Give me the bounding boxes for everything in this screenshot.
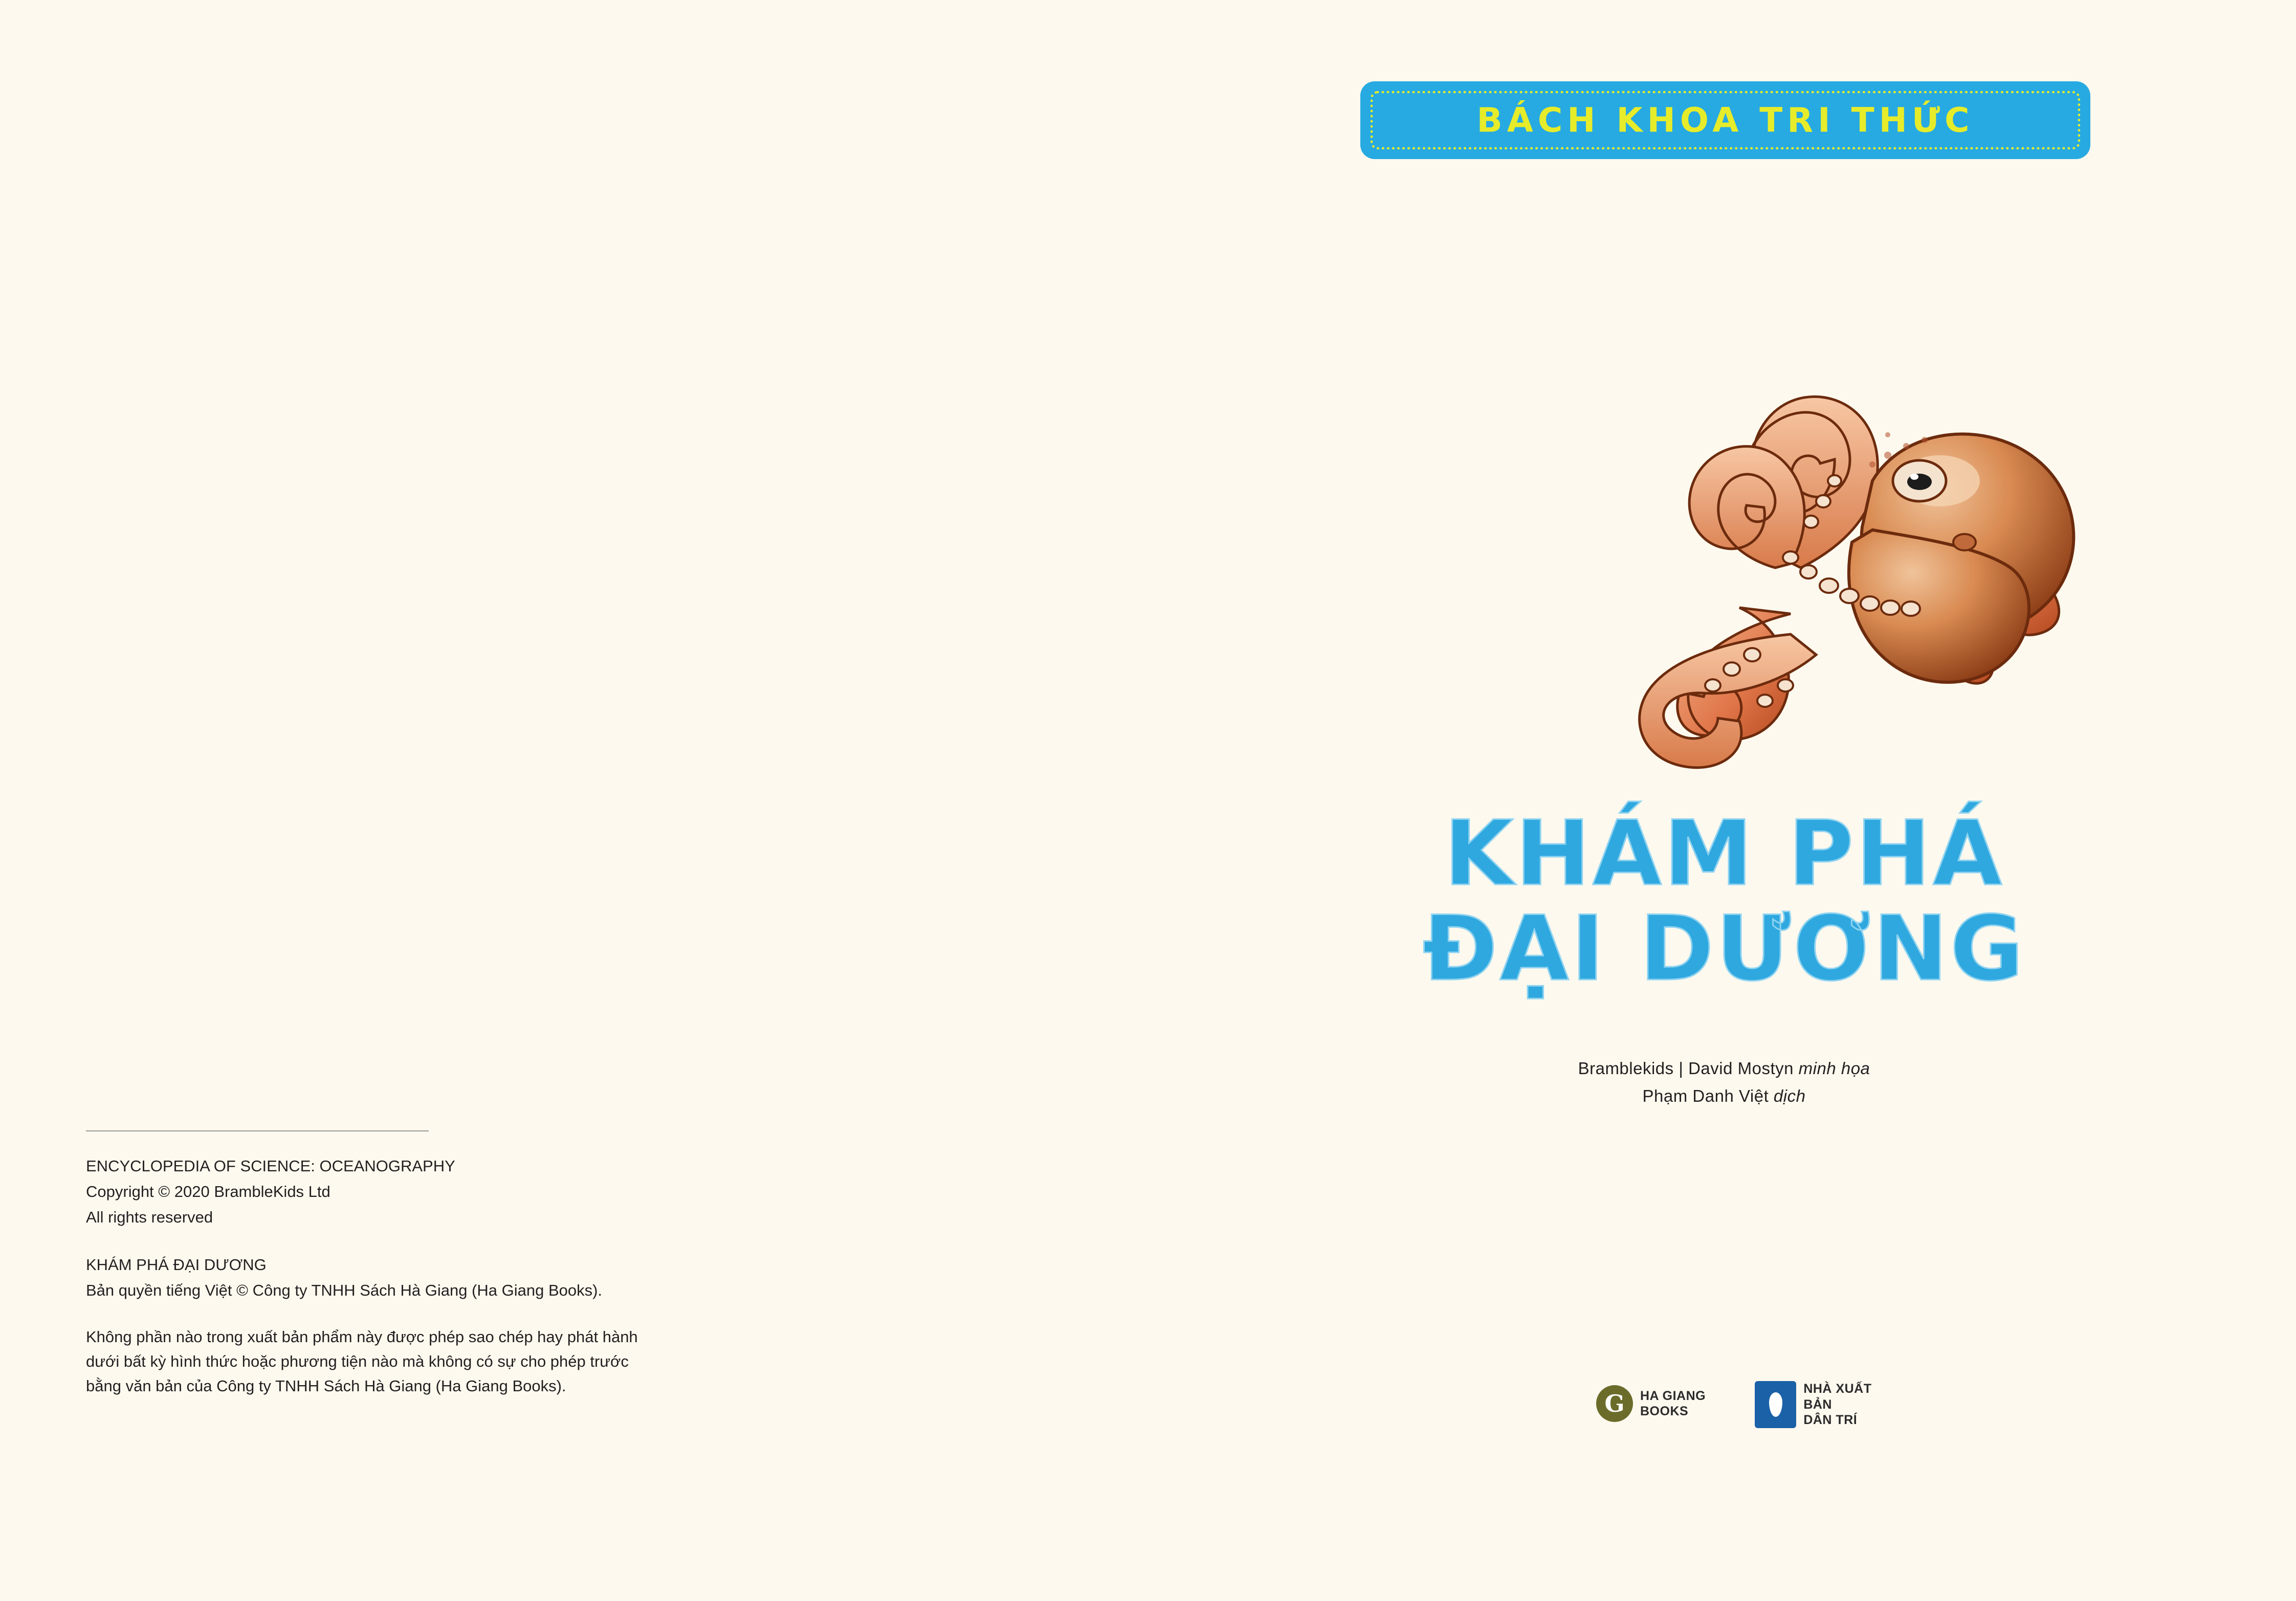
copyright-block [86, 1153, 828, 1398]
copyright-notice: Copyright © 2020 BrambleKids Ltd [86, 1183, 330, 1201]
dan-tri-name-line-1: NHÀ XUẤT BẢN [1803, 1382, 1872, 1412]
publisher-logos [1596, 1381, 1903, 1458]
copyright-restriction-line-2: dưới bất kỳ hình thức hoặc phương tiện nào mà không có sự cho phép trước [86, 1352, 629, 1371]
ha-giang-books-name-line-2: BOOKS [1640, 1404, 1689, 1418]
book-title [1351, 802, 2098, 1002]
copyright-divider [86, 1130, 429, 1131]
dan-tri-name-line-2: DÂN TRÍ [1803, 1413, 1858, 1428]
copyright-original-title: ENCYCLOPEDIA OF SCIENCE: OCEANOGRAPHY [86, 1157, 455, 1175]
copyright-restriction-line-3: bằng văn bản của Công ty TNHH Sách Hà Giang (Ha Giang Books). [86, 1377, 566, 1395]
credits-translator-name: Phạm Danh Việt [1642, 1086, 1774, 1105]
octopus-illustration [1299, 327, 2087, 788]
credits-authors-names: Bramblekids | David Mostyn [1578, 1059, 1799, 1078]
copyright-rights: All rights reserved [86, 1208, 213, 1227]
ha-giang-books-name-line-1: HA GIANG [1640, 1388, 1706, 1403]
copyright-vietnamese-rights: Bản quyền tiếng Việt © Công ty TNHH Sách Hà Giang (Ha Giang Books). [86, 1281, 603, 1299]
ha-giang-books-mark-icon: G [1596, 1385, 1633, 1422]
book-title-line-2: ĐẠI DƯƠNG [1422, 897, 2026, 1002]
dan-tri-mark-icon [1755, 1381, 1796, 1428]
credits-translator-role: dịch [1773, 1086, 1806, 1105]
series-banner-label: BÁCH KHOA TRI THỨC [1476, 100, 1974, 140]
publisher-logo-ha-giang-books [1596, 1385, 1706, 1422]
publisher-logo-dan-tri [1755, 1381, 1903, 1428]
ha-giang-books-name [1640, 1388, 1706, 1419]
credits-translator [1351, 1086, 2098, 1106]
credits-authors-role: minh họa [1798, 1059, 1870, 1078]
credits-authors [1351, 1059, 2098, 1078]
copyright-restriction-line-1: Không phần nào trong xuất bản phẩm này được phép sao chép hay phát hành [86, 1328, 638, 1346]
copyright-vietnamese-title: KHÁM PHÁ ĐẠI DƯƠNG [86, 1255, 267, 1274]
series-banner [1363, 84, 2087, 156]
book-title-line-1: KHÁM PHÁ [1444, 802, 2004, 906]
dan-tri-name [1803, 1381, 1903, 1428]
cover-credits [1351, 1059, 2098, 1106]
